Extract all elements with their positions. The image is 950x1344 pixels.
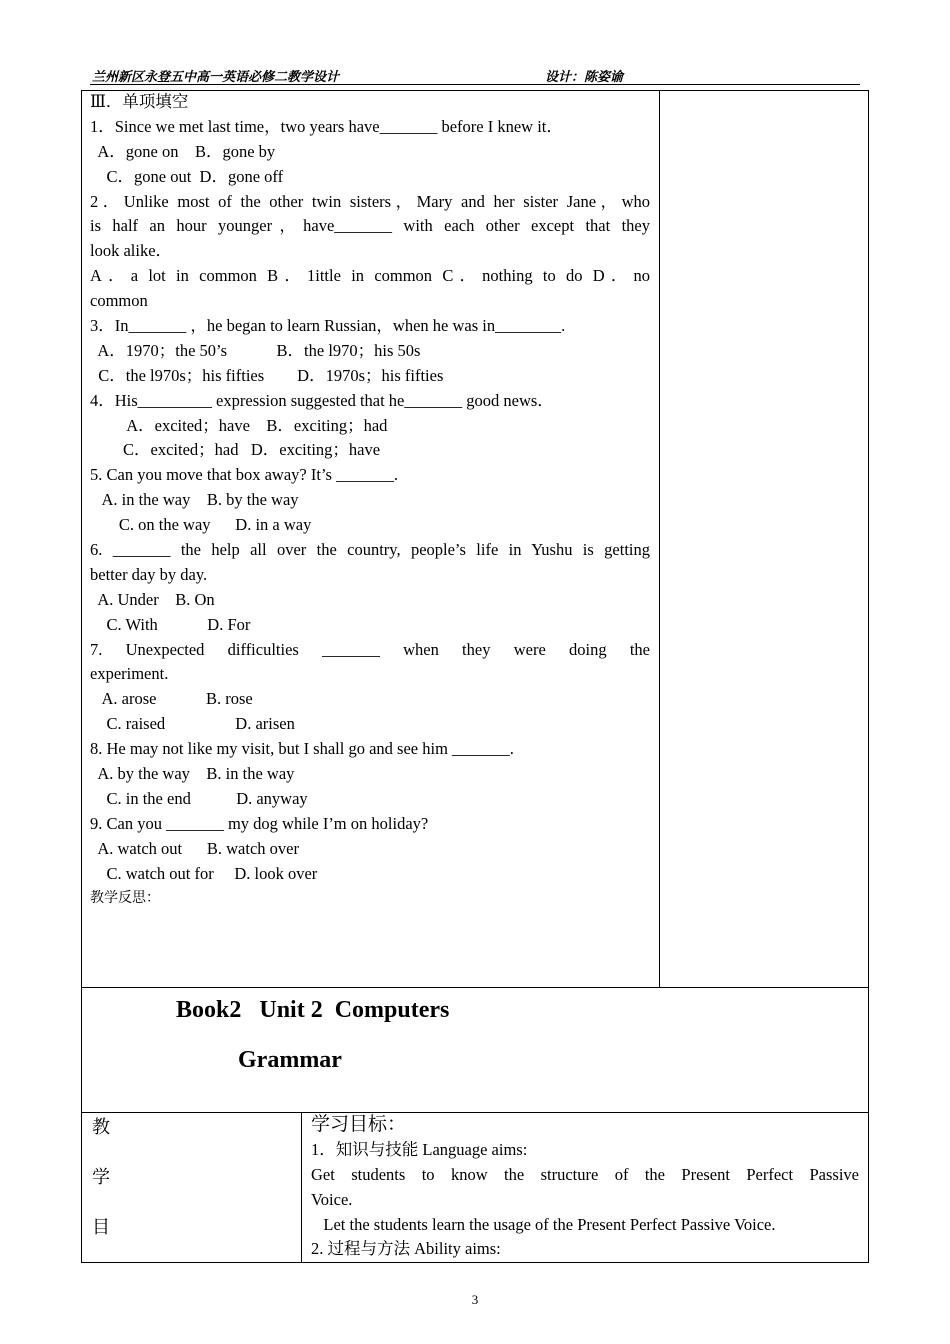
exercise-line: 3．In_______ ，he began to learn Russian，when he was in________. xyxy=(90,316,566,336)
exercise-line: A．excited；have B．exciting；had xyxy=(90,415,388,435)
exercise-line: experiment. xyxy=(90,664,169,684)
unit-title: Book2 Unit 2 Computers xyxy=(176,997,450,1023)
exercise-line: C. raised D. arisen xyxy=(90,714,295,734)
exercise-line: C. With D. For xyxy=(90,614,251,634)
exercise-line: 1．Since we met last time，two years have_______ before I knew it． xyxy=(90,116,563,136)
exercise-line: A．1970；the 50’s B．the l970；his 50s xyxy=(90,340,421,360)
exercise-line: A. watch out B. watch over xyxy=(90,838,299,858)
exercise-line: 6. _______ the help all over the country, people’s life in Yushu is getting xyxy=(90,540,650,560)
exercise-line: look alike． xyxy=(90,241,173,261)
header-designer: 设计：陈姿谕 xyxy=(545,69,624,84)
exercise-line: A. by the way B. in the way xyxy=(90,764,295,784)
exercise-line: A. arose B. rose xyxy=(90,689,253,709)
objectives-content xyxy=(311,1113,859,1262)
exercise-line: C．excited；had D．exciting；have xyxy=(90,440,381,460)
objectives-label-char: 学 xyxy=(92,1167,110,1187)
objectives-label-char: 目 xyxy=(92,1217,110,1237)
exercise-line: common xyxy=(90,291,148,311)
objectives-line: 2. 过程与方法 Ability aims: xyxy=(311,1239,501,1259)
exercise-line: A. Under B. On xyxy=(90,589,215,609)
exercise-line: A. in the way B. by the way xyxy=(90,490,299,510)
exercise-line: C. in the end D. anyway xyxy=(90,788,308,808)
objectives-line: 1．知识与技能 Language aims: xyxy=(311,1139,528,1159)
exercise-line: A．a lot in common B．1ittle in common C．nothing to do D．no xyxy=(90,266,650,286)
objectives-line: Voice. xyxy=(311,1189,353,1209)
exercise-line: C．the l970s；his fifties D．1970s；his fifties xyxy=(90,365,444,385)
exercise-line: 7. Unexpected difficulties _______ when they were doing the xyxy=(90,639,650,659)
objectives-heading: 学习目标： xyxy=(311,1114,407,1135)
objectives-line: Let the students learn the usage of the Present Perfect Passive Voice. xyxy=(311,1214,776,1234)
objectives-line: Get students to know the structure of the Present Perfect Passive xyxy=(311,1164,859,1184)
exercise-content xyxy=(90,90,650,911)
exercise-line: A．gone on B．gone by xyxy=(90,141,276,161)
exercise-line: 2．Unlike most of the other twin sisters，Mary and her sister Jane，who xyxy=(90,191,650,211)
exercise-line: 8. He may not like my visit, but I shall go and see him _______. xyxy=(90,739,514,759)
exercise-line: Ⅲ．单项填空 xyxy=(90,92,189,111)
exercise-line: C. watch out for D. look over xyxy=(90,863,318,883)
teaching-reflection-label: 教学反思： xyxy=(90,890,160,906)
page-number: 3 xyxy=(471,1292,479,1307)
exercise-line: C. on the way D. in a way xyxy=(90,515,312,535)
objectives-table-divider xyxy=(301,1112,302,1263)
exercise-line: 4．His_________ expression suggested that he_______ good news． xyxy=(90,390,554,410)
exercise-line: 5. Can you move that box away? It’s _______. xyxy=(90,465,398,485)
exercise-line: better day by day. xyxy=(90,564,208,584)
exercise-line: C．gone out D．gone off xyxy=(90,166,284,186)
section-title: Grammar xyxy=(238,1047,342,1073)
exercise-line: 9. Can you _______ my dog while I’m on holiday? xyxy=(90,813,429,833)
header-school-title: 兰州新区永登五中高一英语必修二教学设计 xyxy=(92,69,340,84)
exercise-line: is half an hour younger，have_______ with each other except that they xyxy=(90,216,650,236)
objectives-label-char: 教 xyxy=(92,1117,110,1137)
exercise-table-divider xyxy=(659,90,660,988)
page-header xyxy=(90,64,860,85)
